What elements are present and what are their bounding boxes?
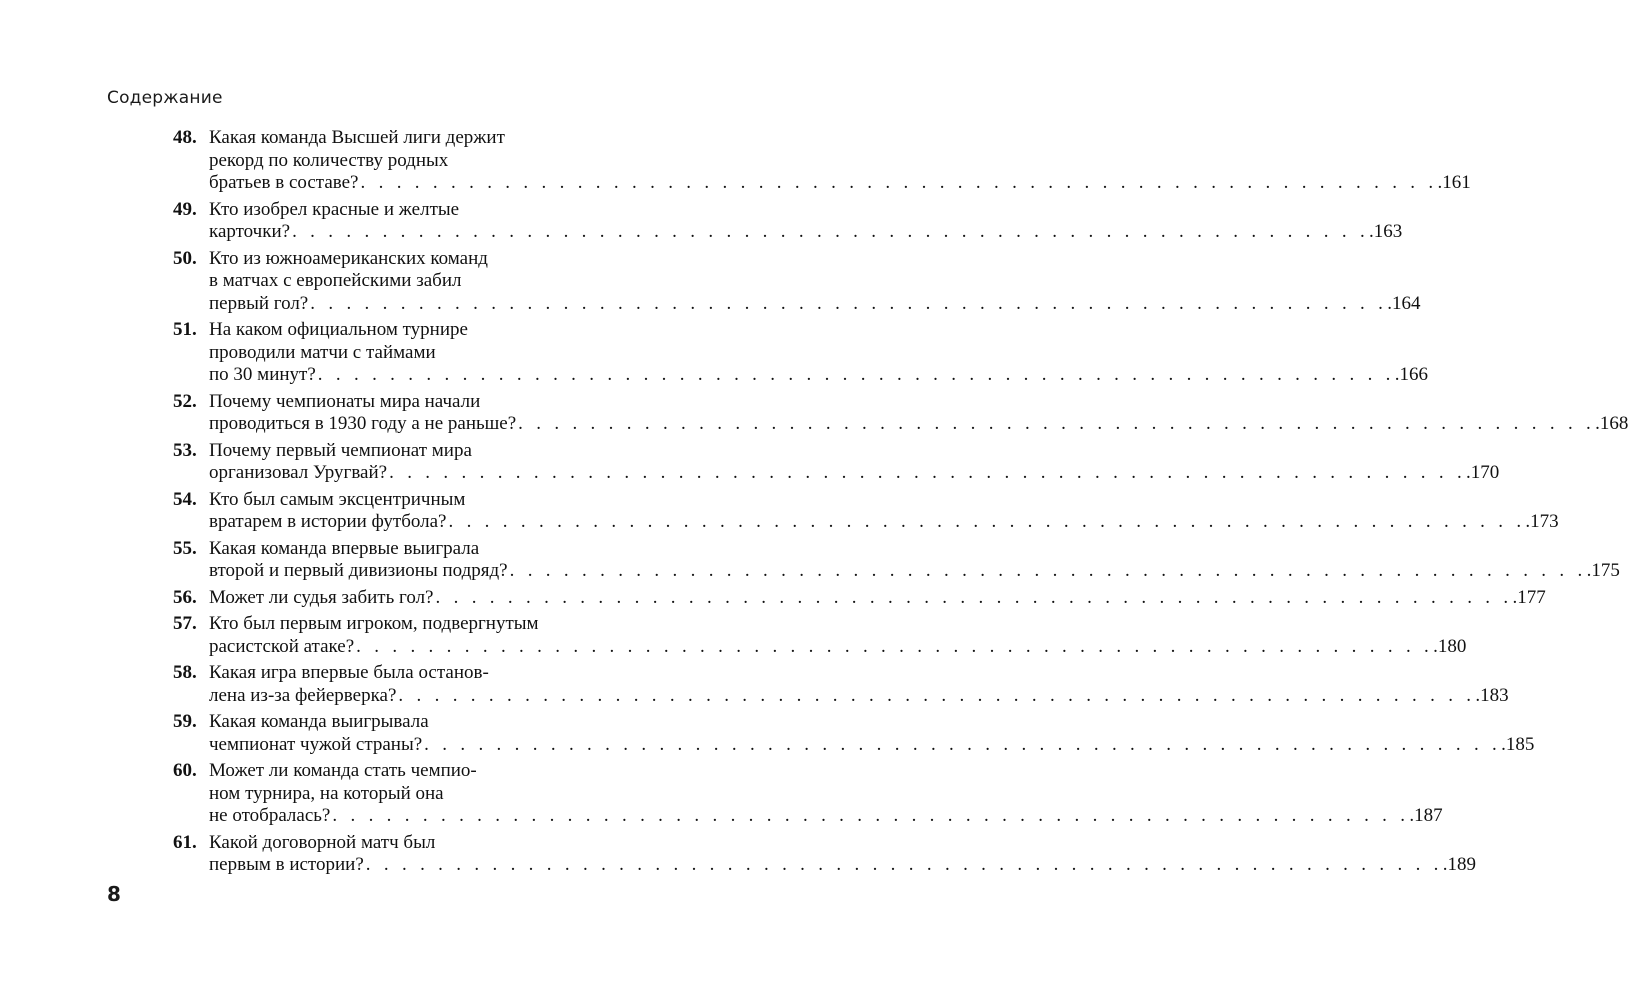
toc-entry-last-line (209, 221, 1403, 244)
dot-leader: . . . . . . . . . . . . . . . . . . . . . . . . . . . . . . . . . . . . . . . . . . . . . . . . . . . . . . . . . . . . (509, 560, 1587, 581)
toc-entry-title-line: Почему первый чемпионат мира (209, 439, 472, 461)
toc-entry-title-line: Кто изобрел красные и желтые (209, 198, 460, 220)
dot-leader: . . . . . . . . . . . . . . . . . . . . . . . . . . . . . . . . . . . . . . . . . . . . . . . . . . . . . . . . . . . . (365, 854, 1443, 875)
toc-entry (173, 439, 1500, 485)
section-title: Содержание (107, 88, 223, 108)
toc-entry-title-line: вратарем в истории футбола? (209, 511, 447, 532)
page-number: 8 (107, 882, 121, 906)
dot-leader: . . . . . . . . . . . . . . . . . . . . . . . . . . . . . . . . . . . . . . . . . . . . . . . . . . . . . . . . . . . . (448, 511, 1526, 532)
toc-entry-number: 50. (173, 247, 197, 269)
dot-leader: . . . . . . . . . . . . . . . . . . . . . . . . . . . . . . . . . . . . . . . . . . . . . . . . . . . . . . . . . . . . (360, 172, 1438, 193)
toc-entry-title-line: первым в истории? (209, 854, 364, 875)
toc-entry-last-line (209, 172, 1471, 195)
toc-entry-title-line: проводили матчи с таймами (209, 341, 436, 363)
toc-entry-page: .170 (1466, 462, 1500, 483)
toc-entry-last-line (209, 805, 1443, 828)
dot-leader: . . . . . . . . . . . . . . . . . . . . . . . . . . . . . . . . . . . . . . . . . . . . . . . . . . . . . . . . . . . . (435, 586, 1513, 608)
toc-entry-number: 58. (173, 662, 197, 683)
toc-entry-page: .166 (1394, 364, 1428, 385)
dot-leader: . . . . . . . . . . . . . . . . . . . . . . . . . . . . . . . . . . . . . . . . . . . . . . . . . . . . . . . . . . . . (332, 805, 1410, 826)
toc-entry-last-line (209, 560, 1620, 583)
dot-leader: . . . . . . . . . . . . . . . . . . . . . . . . . . . . . . . . . . . . . . . . . . . . . . . . . . . . . . . . . . . . (356, 635, 1434, 657)
toc-entry-title-line: карточки? (209, 221, 291, 242)
toc-entry-page: .168 (1595, 413, 1628, 434)
toc-entry-title-line: первый гол? (209, 292, 309, 314)
toc-entry (173, 711, 1535, 756)
toc-entry-title-line: На каком официальном турнире (209, 319, 468, 340)
toc-entry-last-line (209, 854, 1476, 877)
toc-entry (173, 390, 1628, 436)
toc-entry-title-line: по 30 минут? (209, 364, 316, 385)
toc-entry-title-line: Какой договорной матч был (209, 831, 436, 853)
toc-entry-title-line: рекорд по количеству родных (209, 149, 449, 171)
toc-entry (173, 760, 1443, 828)
toc-entry-title-line: Какая команда Высшей лиги держит (209, 127, 505, 148)
dot-leader: . . . . . . . . . . . . . . . . . . . . . . . . . . . . . . . . . . . . . . . . . . . . . . . . . . . . . . . . . . . . (424, 733, 1502, 755)
toc-entry-title-line: проводиться в 1930 году а не раньше? (209, 413, 517, 434)
toc-entry-last-line (209, 413, 1628, 436)
toc-entry-last-line (209, 511, 1559, 534)
toc-entry-number: 51. (173, 319, 197, 340)
toc-entry-number: 61. (173, 831, 197, 853)
toc-entry-page: .189 (1442, 854, 1476, 875)
toc-entry-title-line: не отобралась? (209, 805, 331, 826)
toc-entry-title-line: организовал Уругвай? (209, 462, 388, 483)
toc-entry-number: 49. (173, 198, 197, 220)
toc-entry-title-line: второй и первый дивизионы подряд? (209, 560, 508, 581)
toc-entry-number: 60. (173, 760, 197, 781)
toc-entry (173, 537, 1620, 583)
toc-entry-title-line: Может ли судья забить гол? (209, 586, 434, 608)
toc-entry-page: .173 (1525, 511, 1559, 532)
toc-entry (173, 319, 1428, 387)
toc-entry-title-line: Кто из южноамериканских команд (209, 247, 488, 269)
toc-entry-page: .175 (1586, 560, 1620, 581)
toc-entry-title-line: чемпионат чужой страны? (209, 733, 423, 755)
toc-entry (173, 613, 1467, 658)
toc-entry-title-line: Какая команда выигрывала (209, 711, 429, 732)
toc-entry (173, 198, 1403, 244)
toc-entry-last-line (209, 292, 1421, 316)
toc-entry-page: .185 (1501, 733, 1535, 755)
toc-entry-last-line (209, 586, 1546, 610)
toc-entry-page: .164 (1387, 292, 1421, 314)
toc-entry-title-line: лена из-за фейерверка? (209, 684, 397, 706)
toc-entry-number: 55. (173, 537, 197, 559)
toc-entry-title-line: братьев в составе? (209, 172, 359, 193)
toc-entry-page: .187 (1409, 805, 1443, 826)
toc-entry-number: 52. (173, 390, 197, 412)
toc-entry-title-line: Кто был самым эксцентричным (209, 488, 466, 510)
toc-entry-last-line (209, 733, 1535, 757)
toc-entry-last-line (209, 684, 1509, 708)
toc-entry-title-line: Почему чемпионаты мира начали (209, 390, 481, 412)
toc-entry-last-line (209, 364, 1428, 387)
dot-leader: . . . . . . . . . . . . . . . . . . . . . . . . . . . . . . . . . . . . . . . . . . . . . . . . . . . . . . . . . . . . (317, 364, 1395, 385)
toc-entry-number: 56. (173, 586, 197, 608)
toc-entry (173, 586, 1546, 610)
toc-entry-last-line (209, 635, 1467, 659)
toc-entry-page: .163 (1369, 221, 1403, 242)
toc-entry-title-line: Какая игра впервые была останов- (209, 662, 489, 683)
dot-leader: . . . . . . . . . . . . . . . . . . . . . . . . . . . . . . . . . . . . . . . . . . . . . . . . . . . . . . . . . . . . (389, 462, 1467, 483)
dot-leader: . . . . . . . . . . . . . . . . . . . . . . . . . . . . . . . . . . . . . . . . . . . . . . . . . . . . . . . . . . . . (310, 292, 1388, 314)
toc-entry (173, 662, 1509, 707)
toc-entry (173, 127, 1471, 195)
toc-entry-title-line: Может ли команда стать чемпио- (209, 760, 477, 781)
toc-entry (173, 247, 1421, 316)
dot-leader: . . . . . . . . . . . . . . . . . . . . . . . . . . . . . . . . . . . . . . . . . . . . . . . . . . . . . . . . . . . . (398, 684, 1476, 706)
toc-entry-title-line: в матчах с европейскими забил (209, 270, 462, 291)
toc-entry-title-line: ном турнира, на который она (209, 782, 444, 804)
toc-entry-number: 59. (173, 711, 197, 732)
toc-entry-number: 54. (173, 488, 197, 510)
toc-entry-page: .161 (1437, 172, 1471, 193)
dot-leader: . . . . . . . . . . . . . . . . . . . . . . . . . . . . . . . . . . . . . . . . . . . . . . . . . . . . . . . . . . . . (518, 413, 1596, 434)
toc-entry-page: .183 (1475, 684, 1509, 706)
toc-entry (173, 831, 1476, 877)
dot-leader: . . . . . . . . . . . . . . . . . . . . . . . . . . . . . . . . . . . . . . . . . . . . . . . . . . . . . . . . . . . . (292, 221, 1370, 242)
toc-entry-title-line: расистской атаке? (209, 635, 355, 657)
toc-entry (173, 488, 1559, 534)
toc-entry-page: .180 (1433, 635, 1467, 657)
toc-entry-number: 48. (173, 127, 197, 148)
toc-entry-title-line: Какая команда впервые выиграла (209, 537, 480, 559)
toc-entry-number: 53. (173, 439, 197, 461)
toc-entry-title-line: Кто был первым игроком, подвергнутым (209, 613, 539, 634)
toc-entry-page: .177 (1512, 586, 1546, 608)
toc-entry-number: 57. (173, 613, 197, 634)
table-of-contents (173, 127, 1628, 881)
toc-entry-last-line (209, 462, 1500, 485)
